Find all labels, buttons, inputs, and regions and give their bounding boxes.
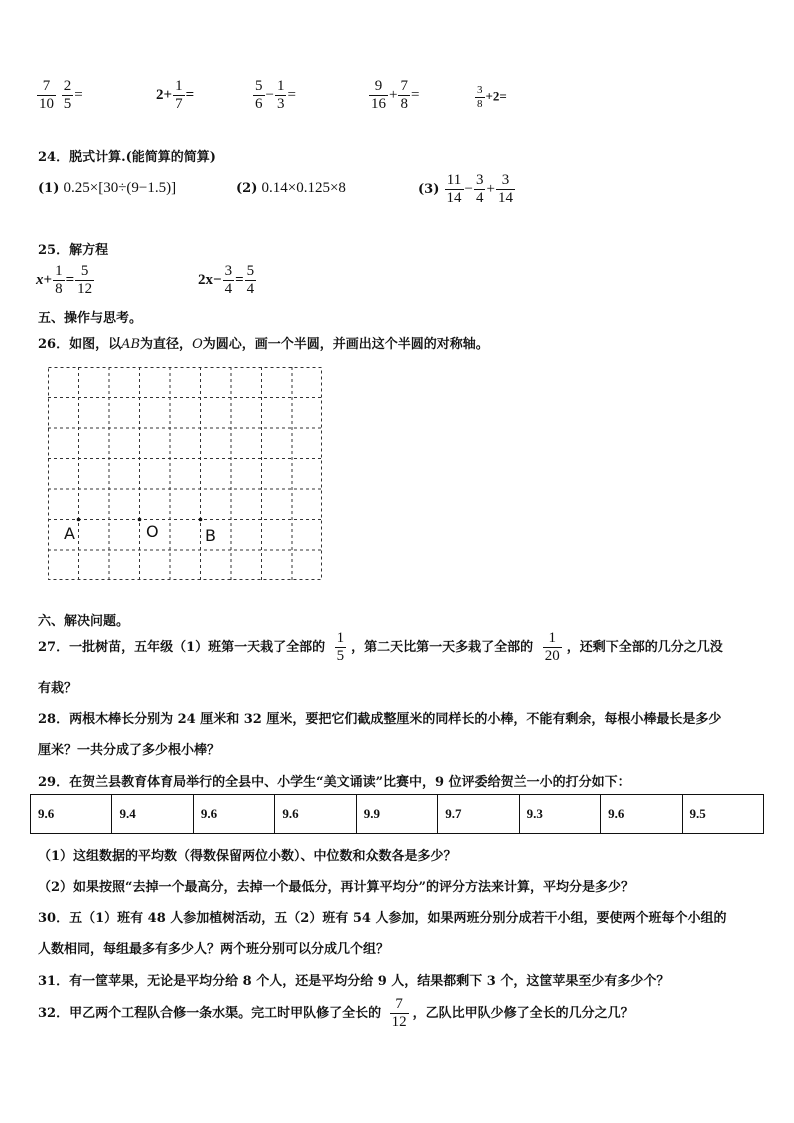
q24-title: 24．脱式计算.(能简算的简算) (38, 150, 216, 165)
score-cell: 9.3 (519, 795, 600, 834)
label-o: O (146, 522, 159, 541)
q27-line2: 有栽？ (38, 681, 78, 696)
score-cell: 9.6 (193, 795, 274, 834)
label-b: B (205, 526, 216, 545)
scores-table (30, 794, 764, 834)
q24-part2: (2) 0.14×0.125×8 (236, 180, 346, 196)
q25-title: 25．解方程 (38, 243, 109, 258)
section-five-heading: 五、操作与思考。 (38, 311, 143, 326)
score-cell: 9.6 (31, 795, 112, 834)
calc-expr-5: $\frac{3}{8}$ +2= (477, 84, 507, 110)
calc-expr-2: 2+ $\frac{1}{7}$ = (156, 78, 195, 113)
q29-sub2: （2）如果按照“去掉一个最高分，去掉一个最低分，再计算平均分”的评分方法来计算，平均分是多少？ (38, 880, 635, 895)
score-cell: 9.4 (112, 795, 193, 834)
q32-text: 32．甲乙两个工程队合修一条水渠。完工时甲队修了全长的 $\frac{7}{12}$ ，乙队比甲队少修了全长的几分之几？ (38, 996, 634, 1031)
score-cell: 9.6 (275, 795, 356, 834)
q30-line2: 人数相同，每组最多有多少人？两个班分别可以分成几个组？ (38, 942, 390, 957)
point-b (199, 518, 203, 522)
q30-line1: 30．五（1）班有 48 人参加植树活动，五（2）班有 54 人参加，如果两班分别分成若干小组，要使两个班每个小组的 (38, 911, 727, 926)
section-six-heading: 六、解决问题。 (38, 614, 130, 629)
q26-text: 26．如图，以AB为直径，O为圆心，画一个半圆，并画出这个半圆的对称轴。 (38, 337, 489, 352)
dashed-grid (48, 367, 322, 580)
q29-sub1: （1）这组数据的平均数（得数保留两位小数）、中位数和众数各是多少？ (38, 849, 457, 864)
q28-line2: 厘米？一共分成了多少根小棒？ (38, 743, 221, 758)
score-cell: 9.9 (356, 795, 437, 834)
score-cell: 9.7 (438, 795, 519, 834)
point-o (138, 518, 142, 522)
calc-expr-1: $\frac{7}{10}$ $\frac{2}{5}$ = (39, 78, 83, 113)
calc-expr-4: $\frac{9}{16}$ + $\frac{7}{8}$ = (371, 78, 420, 113)
q25-equation-2: 2x− $\frac{3}{4}$ = $\frac{5}{4}$ (198, 263, 255, 298)
q29-title: 29．在贺兰县教育体育局举行的全县中、小学生“美文诵读”比赛中，9 位评委给贺兰一小的打分如下： (38, 775, 631, 790)
grid-svg (48, 367, 322, 580)
score-cell: 9.6 (601, 795, 682, 834)
label-a: A (64, 524, 75, 543)
point-a (77, 518, 81, 522)
q27-line1: 27．一批树苗，五年级（1）班第一天栽了全部的 $\frac{1}{5}$ ，第二天比第一天多栽了全部的 $\frac{1}{20}$ ，还剩下全部的几分之几没 (38, 630, 723, 665)
q28-line1: 28．两根木棒长分别为 24 厘米和 32 厘米，要把它们截成整厘米的同样长的小棒，不能有剩余，每根小棒最长是多少 (38, 712, 722, 727)
table-row (31, 795, 764, 834)
calc-expr-3: $\frac{5}{6}$ − $\frac{1}{3}$ = (255, 78, 296, 113)
score-cell: 9.5 (682, 795, 764, 834)
q31-line1: 31．有一筐苹果，无论是平均分给 8 个人，还是平均分给 9 人，结果都剩下 3 个，这筐苹果至少有多少个？ (38, 974, 670, 989)
q25-equation-1: x+ $\frac{1}{8}$ = $\frac{5}{12}$ (36, 263, 93, 298)
q24-part1: (1) 0.25×[30÷(9−1.5)] (38, 180, 177, 196)
q24-part3: (3) $\frac{11}{14}$ − $\frac{3}{4}$ + $\frac{3}{14}$ (418, 172, 513, 207)
grid-border (49, 368, 322, 580)
